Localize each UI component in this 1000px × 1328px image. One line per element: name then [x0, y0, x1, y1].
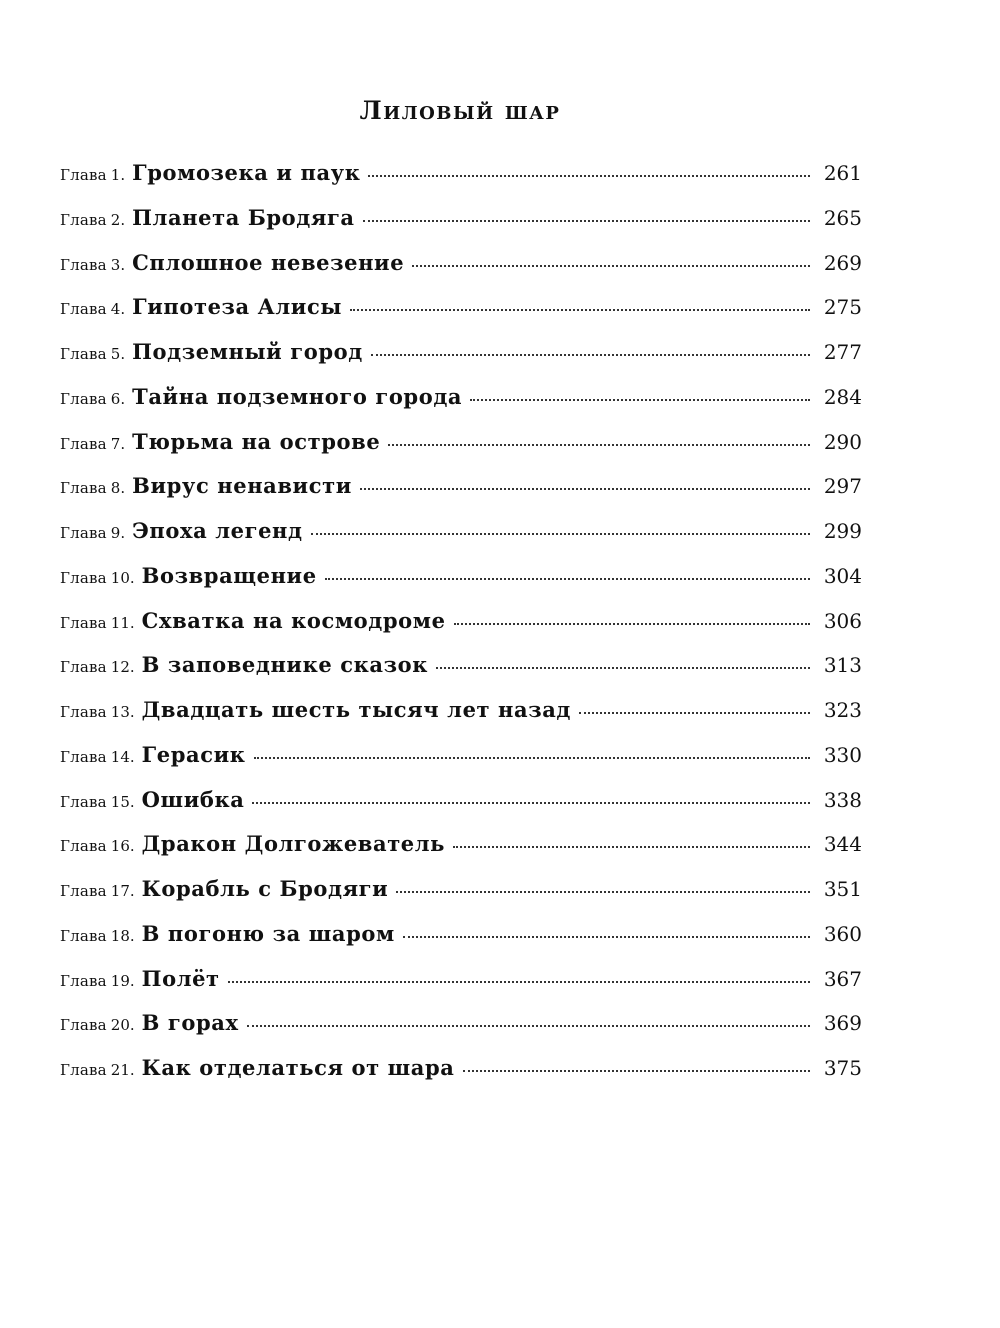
dot-leader	[247, 1025, 810, 1027]
chapter-title: Возвращение	[141, 562, 317, 588]
chapter-prefix: Глава	[60, 658, 107, 677]
chapter-prefix: Глава	[60, 300, 107, 319]
dot-leader	[252, 802, 810, 804]
chapter-title: Как отделаться от шара	[141, 1055, 455, 1080]
page-number: 265	[823, 205, 862, 230]
dot-leader	[363, 220, 810, 222]
toc-entry	[60, 831, 862, 876]
page-number: 323	[823, 698, 862, 722]
chapter-number: 8.	[110, 479, 126, 498]
toc-entry	[60, 787, 862, 832]
page-number: 367	[823, 966, 862, 991]
dot-leader	[350, 309, 810, 311]
dot-leader	[453, 846, 810, 848]
chapter-number: 2.	[110, 210, 126, 229]
chapter-title: В заповеднике сказок	[141, 652, 428, 678]
toc-entry	[60, 966, 862, 1011]
chapter-number: 14.	[110, 747, 135, 766]
toc-entry	[60, 294, 862, 339]
chapter-title: Полёт	[141, 965, 220, 991]
chapter-number: 5.	[110, 345, 126, 363]
dot-leader	[228, 981, 810, 983]
chapter-prefix: Глава	[60, 926, 107, 945]
page-number: 375	[823, 1056, 862, 1080]
chapter-title: Тайна подземного города	[132, 383, 463, 409]
toc-entry	[60, 250, 862, 295]
page-number: 351	[823, 877, 862, 901]
page-number: 360	[823, 921, 862, 946]
chapter-number: 21.	[110, 1061, 135, 1079]
toc-entry	[60, 1010, 862, 1055]
chapter-number: 19.	[110, 971, 135, 990]
dot-leader	[579, 712, 810, 714]
toc-entry	[60, 518, 862, 563]
toc-entry	[60, 608, 862, 653]
page-number: 306	[823, 608, 862, 633]
toc-entry	[60, 384, 862, 429]
table-of-contents	[60, 160, 862, 1100]
toc-entry	[60, 563, 862, 608]
chapter-number: 3.	[110, 255, 126, 274]
page-number: 344	[823, 832, 862, 857]
page-number: 261	[823, 161, 862, 185]
chapter-prefix: Глава	[60, 255, 107, 274]
dot-leader	[325, 578, 810, 580]
page-number: 269	[823, 250, 862, 275]
chapter-number: 9.	[110, 524, 126, 542]
chapter-title: Герасик	[141, 741, 246, 767]
chapter-prefix: Глава	[60, 792, 107, 811]
dot-leader	[388, 444, 810, 446]
chapter-number: 12.	[110, 658, 135, 677]
page-number: 313	[823, 653, 862, 678]
toc-entry	[60, 652, 862, 697]
chapter-number: 17.	[110, 882, 135, 900]
page-number: 297	[823, 474, 862, 499]
page-number: 277	[823, 340, 862, 364]
chapter-number: 15.	[110, 792, 135, 811]
dot-leader	[454, 623, 810, 625]
toc-entry	[60, 876, 862, 921]
page-number: 275	[823, 295, 862, 320]
chapter-title: Планета Бродяга	[132, 204, 355, 230]
chapter-title: Ошибка	[141, 786, 245, 812]
chapter-number: 20.	[110, 1016, 135, 1035]
dot-leader	[436, 667, 810, 669]
chapter-prefix: Глава	[60, 747, 107, 766]
page-number: 330	[823, 742, 862, 767]
chapter-number: 16.	[110, 837, 135, 856]
chapter-number: 18.	[110, 926, 135, 945]
dot-leader	[360, 488, 810, 490]
chapter-prefix: Глава	[60, 524, 107, 542]
dot-leader	[254, 757, 810, 759]
chapter-title: Двадцать шесть тысяч лет назад	[141, 697, 572, 722]
page-title: Лиловый шар	[359, 96, 561, 125]
toc-entry	[60, 742, 862, 787]
chapter-title: Дракон Долгожеватель	[141, 831, 446, 857]
chapter-prefix: Глава	[60, 703, 107, 721]
dot-leader	[396, 891, 810, 893]
chapter-title: Эпоха легенд	[132, 518, 303, 543]
page-number: 290	[823, 429, 862, 454]
dot-leader	[403, 936, 810, 938]
dot-leader	[463, 1070, 810, 1072]
chapter-title: Гипотеза Алисы	[132, 294, 342, 320]
toc-entry	[60, 160, 862, 205]
chapter-title: Подземный город	[132, 339, 363, 364]
chapter-prefix: Глава	[60, 389, 107, 408]
chapter-number: 11.	[110, 613, 135, 632]
dot-leader	[311, 533, 810, 535]
chapter-prefix: Глава	[60, 971, 107, 990]
toc-entry	[60, 1055, 862, 1100]
toc-entry	[60, 921, 862, 966]
toc-entry	[60, 697, 862, 742]
chapter-title: Вирус ненависти	[132, 473, 352, 499]
dot-leader	[470, 399, 810, 401]
chapter-title: Корабль с Бродяги	[141, 876, 389, 901]
toc-entry	[60, 339, 862, 384]
chapter-number: 1.	[110, 166, 126, 184]
page-number: 304	[823, 563, 862, 588]
chapter-title: Тюрьма на острове	[132, 428, 381, 454]
dot-leader	[412, 265, 810, 267]
chapter-prefix: Глава	[60, 166, 107, 184]
toc-entry	[60, 473, 862, 518]
chapter-number: 4.	[110, 300, 126, 319]
chapter-prefix: Глава	[60, 1061, 107, 1079]
chapter-prefix: Глава	[60, 210, 107, 229]
page-number: 369	[823, 1011, 862, 1036]
toc-entry	[60, 429, 862, 474]
chapter-prefix: Глава	[60, 882, 107, 900]
toc-entry	[60, 205, 862, 250]
chapter-prefix: Глава	[60, 479, 107, 498]
chapter-prefix: Глава	[60, 837, 107, 856]
page-number: 338	[823, 787, 862, 812]
chapter-prefix: Глава	[60, 434, 107, 453]
chapter-title: Громозека и паук	[132, 160, 361, 185]
chapter-prefix: Глава	[60, 613, 107, 632]
chapter-title: Схватка на космодроме	[141, 607, 446, 633]
page-number: 284	[823, 384, 862, 409]
page-number: 299	[823, 519, 862, 543]
dot-leader	[371, 354, 810, 356]
chapter-number: 6.	[110, 389, 126, 408]
chapter-prefix: Глава	[60, 1016, 107, 1035]
dot-leader	[368, 175, 810, 177]
chapter-number: 13.	[110, 703, 135, 721]
chapter-title: В горах	[141, 1010, 239, 1036]
chapter-number: 10.	[110, 568, 135, 587]
chapter-prefix: Глава	[60, 345, 107, 363]
chapter-title: Сплошное невезение	[132, 249, 405, 275]
chapter-title: В погоню за шаром	[141, 920, 395, 946]
chapter-prefix: Глава	[60, 568, 107, 587]
chapter-number: 7.	[110, 434, 126, 453]
